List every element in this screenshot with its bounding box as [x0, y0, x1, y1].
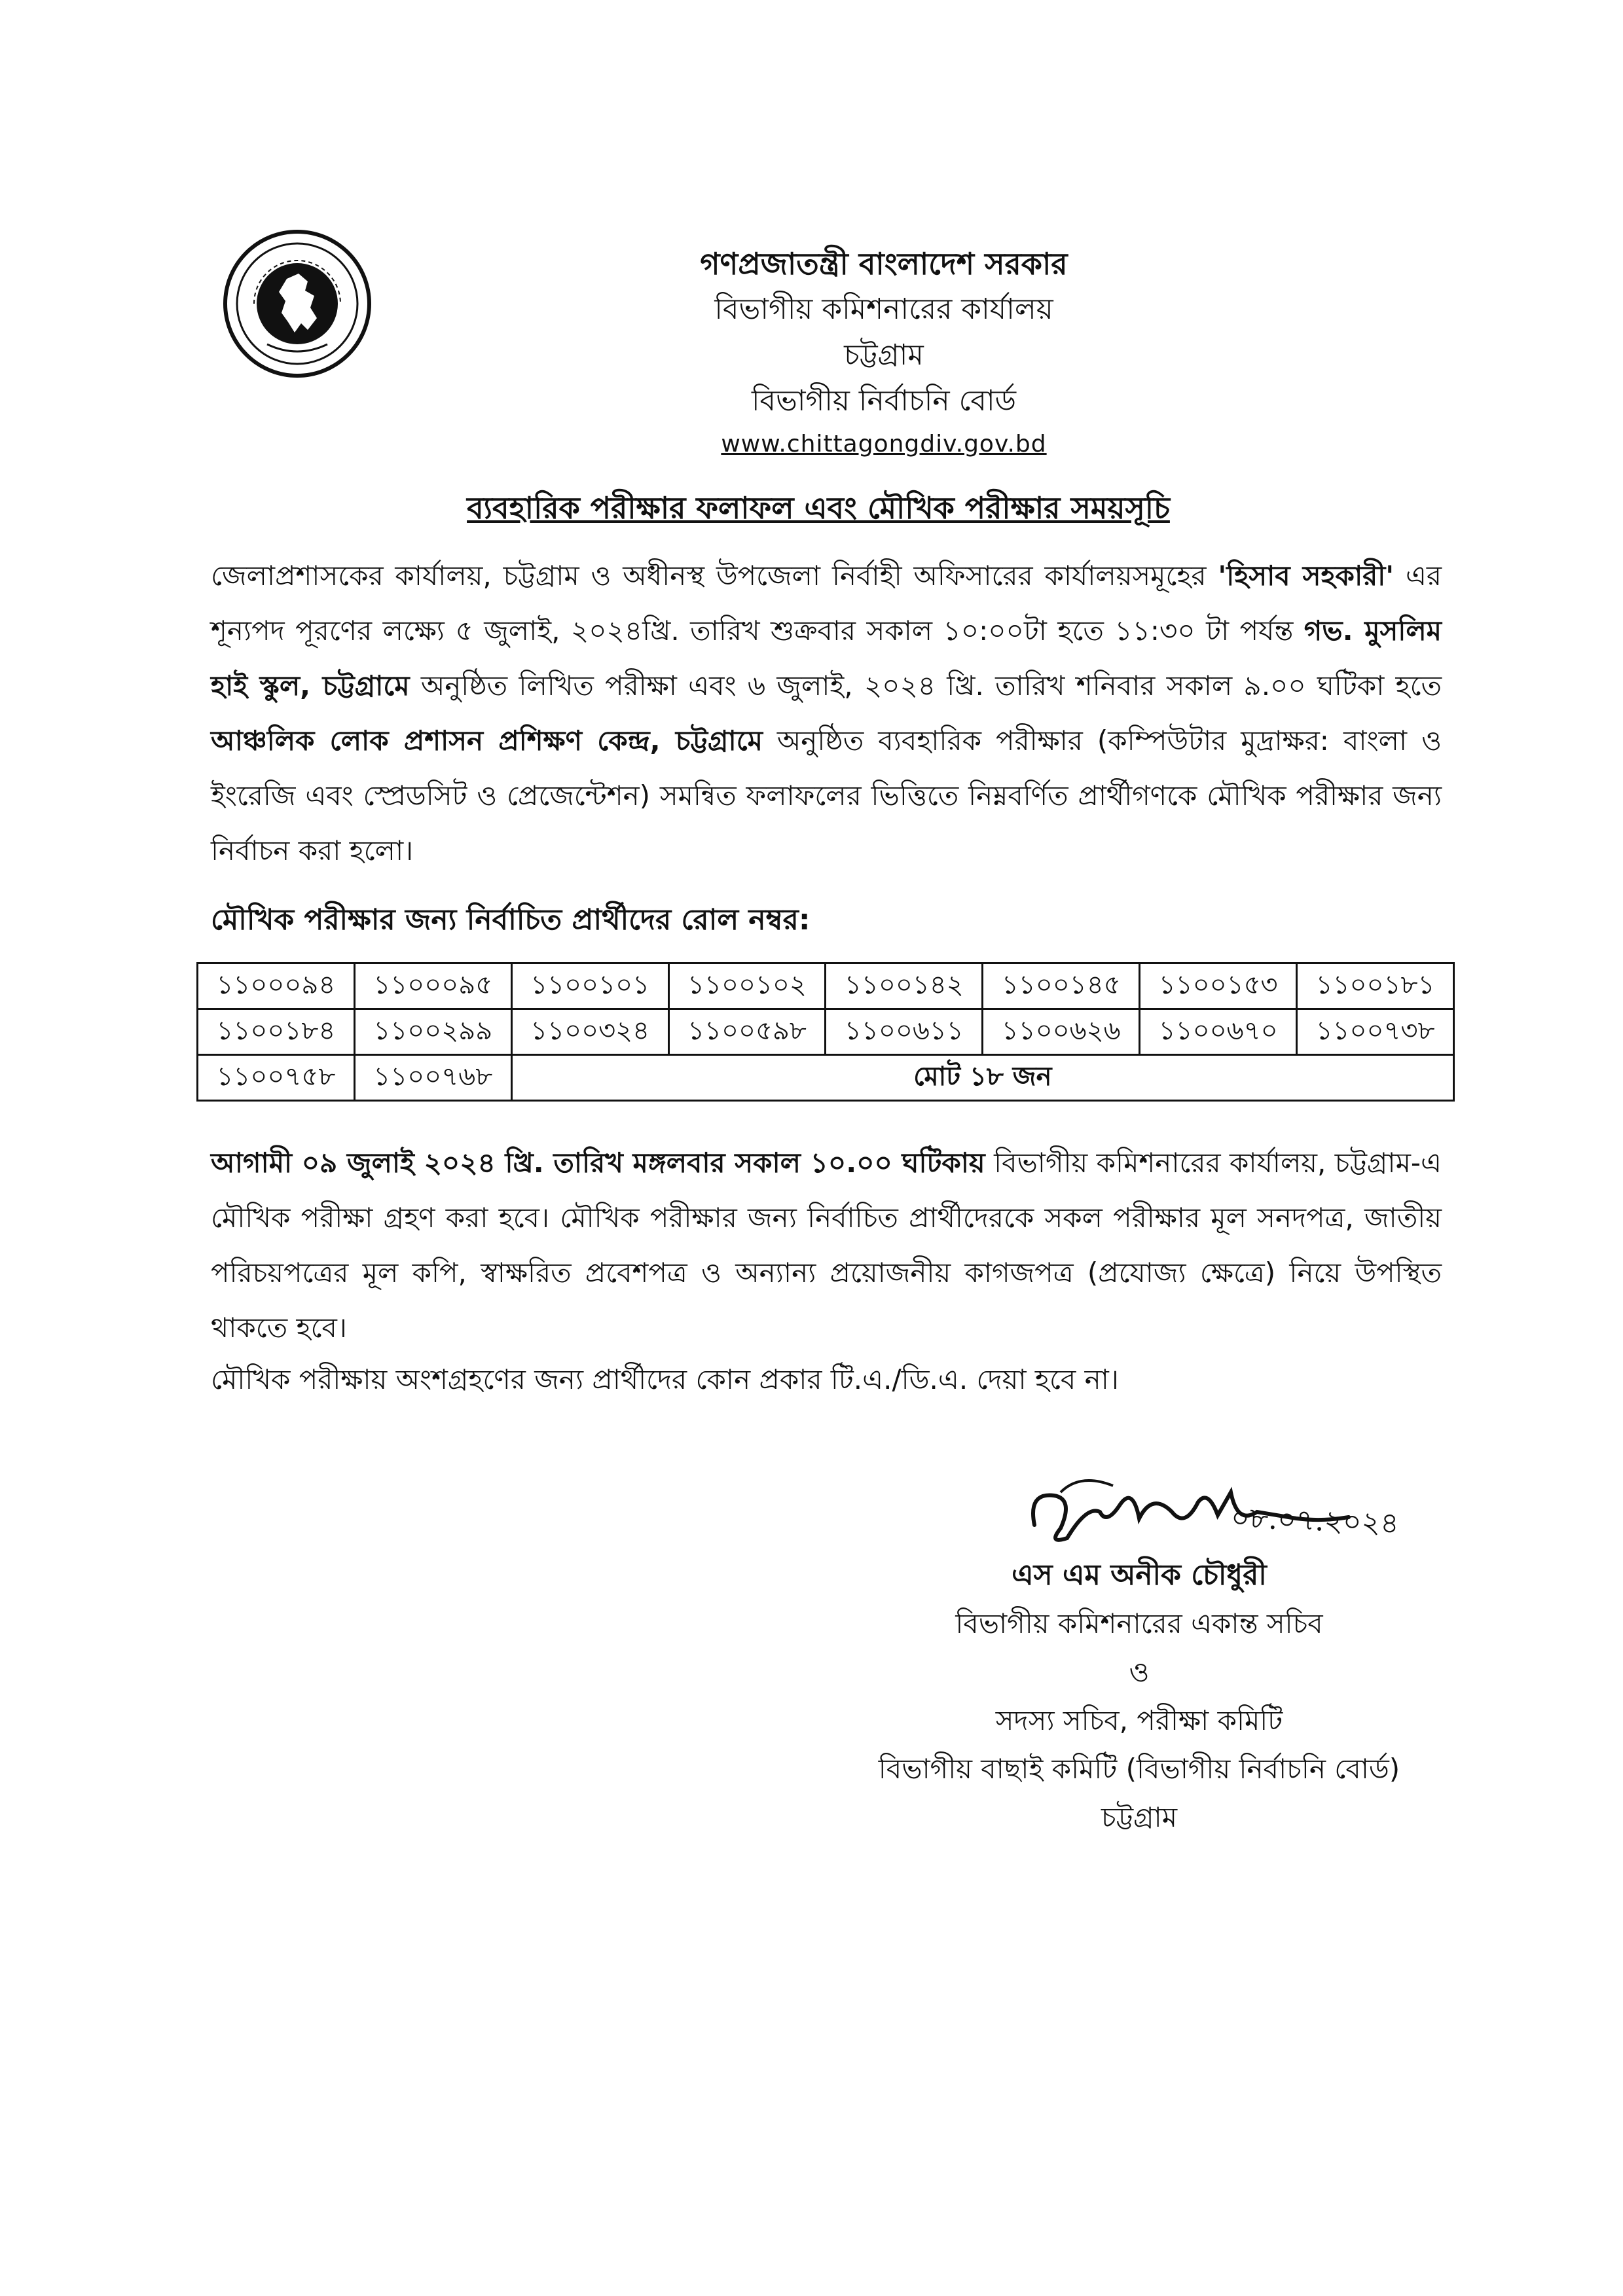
roll-cell: ১১০০১৫৩: [1140, 963, 1297, 1009]
schedule-paragraph: [211, 1136, 1442, 1355]
table-row: [198, 963, 1454, 1009]
roll-cell: ১১০০৬৭০: [1140, 1009, 1297, 1055]
roll-cell: ১১০০১০২: [668, 963, 826, 1009]
intro-practical-venue: আঞ্চলিক লোক প্রশাসন প্রশিক্ষণ কেন্দ্র, চট্টগ্রামে: [211, 725, 763, 757]
signatory-place: চট্টগ্রাম: [1101, 1801, 1178, 1833]
schedule-date-time: আগামী ০৯ জুলাই ২০২৪ খ্রি. তারিখ মঙ্গলবার সকাল ১০.০০ ঘটিকায়: [211, 1147, 985, 1179]
roll-cell: ১১০০১৪২: [826, 963, 983, 1009]
roll-cell: ১১০০৭৩৮: [1297, 1009, 1454, 1055]
office-name: বিভাগীয় কমিশনারের কার্যালয়: [714, 293, 1053, 326]
intro-post-name: 'হিসাব সহকারী': [1218, 560, 1395, 592]
office-city: চট্টগ্রাম: [844, 338, 924, 372]
table-row: [198, 1055, 1454, 1101]
signatory-designation-2: সদস্য সচিব, পরীক্ষা কমিটি: [995, 1704, 1283, 1736]
roll-numbers-heading: মৌখিক পরীক্ষার জন্য নির্বাচিত প্রার্থীদের রোল নম্বর:: [211, 903, 811, 937]
roll-cell: ১১০০১৪৫: [983, 963, 1140, 1009]
signatory-designation-3: বিভাগীয় বাছাই কমিটি (বিভাগীয় নির্বাচনি বোর্ড): [878, 1753, 1400, 1785]
roll-cell: ১১০০১৮১: [1297, 963, 1454, 1009]
roll-cell: ১১০০৫৯৮: [668, 1009, 826, 1055]
roll-cell: ১১০০৭৬৮: [354, 1055, 511, 1101]
intro-text-4: অনুষ্ঠিত ব্যবহারিক পরীক্ষার (কম্পিউটার মুদ্রাক্ষর: বাংলা ও ইংরেজি এবং স্প্রেডসিট ও প্রেজেন্টেশন) সমন্বিত ফলাফলের ভিত্তিতে নিম্নবর্ণিত প্রার্থীগণকে মৌখিক পরীক্ষার জন্য নির্বাচন করা হলো।: [211, 725, 1442, 867]
total-count: মোট ১৮ জন: [511, 1055, 1453, 1101]
intro-text-1: জেলাপ্রশাসকের কার্যালয়, চট্টগ্রাম ও অধীনস্থ উপজেলা নির্বাহী অফিসারের কার্যালয়সমূহের: [211, 560, 1218, 592]
table-row: [198, 1009, 1454, 1055]
signatory-block: [812, 1551, 1467, 1842]
signatory-name: এস এম অনীক চৌধুরী: [1012, 1558, 1267, 1592]
intro-paragraph: [211, 548, 1442, 878]
roll-cell: ১১০০১০১: [511, 963, 668, 1009]
signatory-conjunction: ও: [1129, 1656, 1150, 1688]
roll-numbers-table: [196, 962, 1455, 1102]
board-name: বিভাগীয় নির্বাচনি বোর্ড: [751, 384, 1017, 418]
schedule-text: বিভাগীয় কমিশনারের কার্যালয়, চট্টগ্রাম-এ মৌখিক পরীক্ষা গ্রহণ করা হবে। মৌখিক পরীক্ষার জন্য নির্বাচিত প্রার্থীদেরকে সকল পরীক্ষার মূল সনদপত্র, জাতীয় পরিচয়পত্রের মূল কপি, স্বাক্ষরিত প্রবেশপত্র ও অন্যান্য প্রয়োজনীয় কাগজপত্র (প্রযোজ্য ক্ষেত্রে) নিয়ে উপস্থিত থাকতে হবে।: [211, 1147, 1442, 1344]
roll-cell: ১১০০১৮৪: [198, 1009, 355, 1055]
government-name: গণপ্রজাতন্ত্রী বাংলাদেশ সরকার: [700, 246, 1068, 281]
roll-cell: ১১০০৭৫৮: [198, 1055, 355, 1101]
roll-cell: ১১০০৬২৬: [983, 1009, 1140, 1055]
website-link[interactable]: www.chittagongdiv.gov.bd: [721, 431, 1047, 457]
signature-date: ০৮.০৭.২০২৪: [1230, 1501, 1400, 1541]
intro-text-2: এর শূন্যপদ পূরণের লক্ষ্যে ৫ জুলাই, ২০২৪খ্রি. তারিখ শুক্রবার সকাল ১০:০০টা হতে ১১:৩০ টা পর্যন্ত: [211, 560, 1442, 647]
intro-written-venue: গভ. মুসলিম হাই স্কুল, চট্টগ্রামে: [211, 615, 1442, 702]
government-seal-logo: [221, 228, 373, 380]
notice-title: ব্যবহারিক পরীক্ষার ফলাফল এবং মৌখিক পরীক্ষার সময়সূচি: [467, 490, 1170, 526]
letterhead: [589, 241, 1178, 465]
roll-cell: ১১০০৬১১: [826, 1009, 983, 1055]
signatory-designation-1: বিভাগীয় কমিশনারের একান্ত সচিব: [955, 1607, 1323, 1640]
roll-cell: ১১০০২৯৯: [354, 1009, 511, 1055]
roll-cell: ১১০০০৯৫: [354, 963, 511, 1009]
roll-cell: ১১০০৩২৪: [511, 1009, 668, 1055]
intro-text-3: অনুষ্ঠিত লিখিত পরীক্ষা এবং ৬ জুলাই, ২০২৪ খ্রি. তারিখ শনিবার সকাল ৯.০০ ঘটিকা হতে: [409, 670, 1442, 702]
ta-da-note: মৌখিক পরীক্ষায় অংশগ্রহণের জন্য প্রার্থীদের কোন প্রকার টি.এ./ডি.এ. দেয়া হবে না।: [211, 1363, 1119, 1395]
roll-cell: ১১০০০৯৪: [198, 963, 355, 1009]
